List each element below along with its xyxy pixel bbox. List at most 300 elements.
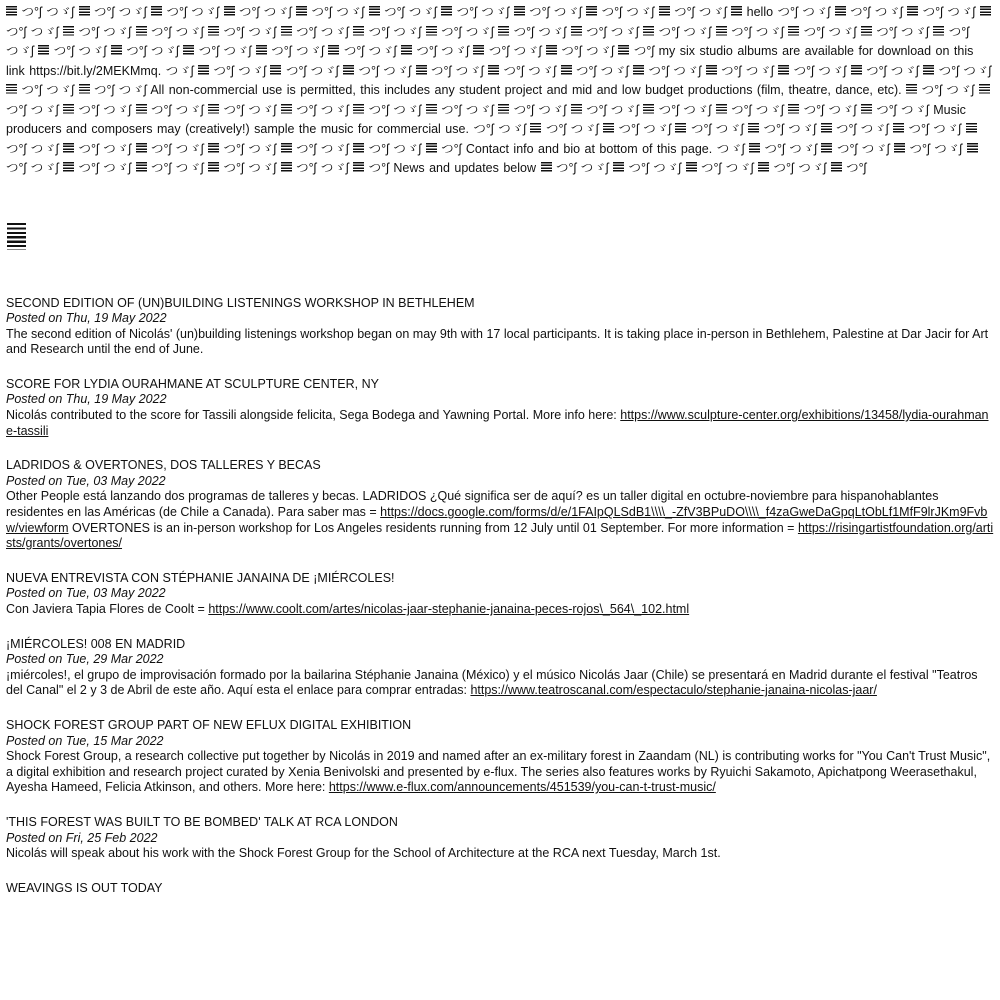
post-body-text: Shock Forest Group, a research collective put together by Nicolás in 2019 and named after an ex-military forest in Zaandam (NL) is contributing works for "You Can't Trust Music", a digital exhibition and research project curated by Xenia Benivolski and presented by e-flux. The series also features works by Ryuichi Sakamoto, Apichatpong Weerasethakul, Ayesha Hameed, Felicia Atkinson, and others. More here: <box>6 749 991 795</box>
post-body <box>6 668 994 699</box>
post-date: Posted on Fri, 25 Feb 2022 <box>6 830 158 845</box>
squiggle-glyph-icon: つ°ʃ <box>529 5 550 19</box>
post-body-text: Nicolás contributed to the score for Tassili alongside felicita, Sega Bodega and Yawning Portal. More info here: <box>6 408 621 423</box>
stripe-glyph-icon <box>343 65 354 76</box>
squiggle-glyph-icon: つ°ʃ <box>922 5 943 19</box>
post-body-text: Con Javiera Tapia Flores de Coolt = <box>6 602 209 616</box>
squiggle-glyph-icon: つ°ʃ <box>545 122 567 136</box>
stripe-glyph-icon <box>198 65 209 76</box>
intro-noncommercial: All non-commercial use is permitted, this includes any student project and mid and low budget productions (film, theatre, dance, etc). <box>150 83 902 97</box>
squiggle-glyph-icon: つ°ʃ <box>556 161 577 175</box>
squiggle-glyph-icon: つ°ʃ <box>658 24 679 39</box>
squiggle-glyph-icon: つ°ʃ <box>938 63 959 78</box>
squiggle-glyph-icon: つゞʃ <box>175 102 204 117</box>
stripe-glyph-icon <box>618 45 629 56</box>
stripe-glyph-icon <box>603 123 614 134</box>
stripe-glyph-icon <box>6 84 17 95</box>
post-date: Posted on Thu, 19 May 2022 <box>6 392 167 407</box>
squiggle-glyph-icon: つゞʃ <box>498 122 526 136</box>
squiggle-glyph-icon: つゞʃ <box>528 63 557 78</box>
news-post <box>6 637 994 699</box>
squiggle-glyph-icon: つゞʃ <box>610 102 639 117</box>
squiggle-glyph-icon: つゞʃ <box>248 102 277 117</box>
stripe-glyph-icon <box>79 6 90 17</box>
squiggle-glyph-icon: つ°ʃ <box>271 44 292 58</box>
squiggle-glyph-icon: つ°ʃ <box>513 24 534 39</box>
stripe-glyph-icon <box>831 162 842 173</box>
squiggle-glyph-icon: つ°ʃ <box>803 102 824 117</box>
squiggle-glyph-icon: つゞʃ <box>553 5 582 19</box>
squiggle-glyph-icon: つゞʃ <box>683 24 712 39</box>
squiggle-glyph-icon: つゞʃ <box>238 63 266 78</box>
squiggle-glyph-icon: つ°ʃ <box>94 83 115 97</box>
squiggle-glyph-icon: つゞʃ <box>586 44 614 58</box>
stripe-glyph-icon <box>686 162 697 173</box>
squiggle-glyph-icon: つゞʃ <box>580 161 609 175</box>
squiggle-glyph-icon: つ°ʃ <box>441 141 462 156</box>
squiggle-glyph-icon: つ°ʃ <box>368 102 389 117</box>
squiggle-glyph-icon: つゞʃ <box>175 161 204 175</box>
stripe-glyph-icon <box>498 26 509 37</box>
squiggle-glyph-icon: つゞʃ <box>223 44 252 58</box>
squiggle-glyph-icon: つゞʃ <box>30 141 59 156</box>
squiggle-glyph-icon: つ°ʃ <box>166 5 187 19</box>
post-title: SCORE FOR LYDIA OURAHMANE AT SCULPTURE CENTER, NY <box>6 376 379 391</box>
stripe-glyph-icon <box>659 6 670 17</box>
squiggle-glyph-icon: つゞʃ <box>798 161 827 175</box>
stripe-glyph-icon <box>256 45 267 56</box>
squiggle-glyph-icon: つゞʃ <box>383 63 412 78</box>
squiggle-glyph-icon: つ°ʃ <box>358 63 379 78</box>
stripe-glyph-icon <box>353 143 364 154</box>
post-date: Posted on Tue, 03 May 2022 <box>6 473 166 488</box>
stripe-glyph-icon <box>861 26 872 37</box>
squiggle-glyph-icon: つゞʃ <box>320 102 349 117</box>
intro-albums: my six studio albums are available for download on this link https://bit.ly/2MEKMmq. <box>6 44 974 78</box>
squiggle-glyph-icon: つゞʃ <box>802 5 831 19</box>
post-title: NUEVA ENTREVISTA CON STÉPHANIE JANAINA DE ¡MIÉRCOLES! <box>6 570 395 585</box>
stripe-glyph-icon <box>183 45 194 56</box>
stripe-glyph-icon <box>546 45 557 56</box>
stripe-glyph-icon <box>748 123 759 134</box>
intro-sample: Music producers and composers may (creatively!) sample the music for commercial use. <box>6 102 966 136</box>
squiggle-glyph-icon: つゞʃ <box>643 122 671 136</box>
squiggle-glyph-icon: つゞʃ <box>30 161 59 175</box>
squiggle-glyph-icon: つ°ʃ <box>601 5 622 19</box>
squiggle-glyph-icon: つ°ʃ <box>618 122 639 136</box>
squiggle-glyph-icon: つ°ʃ <box>586 24 607 39</box>
squiggle-glyph-icon: つ°ʃ <box>576 63 597 78</box>
stripe-glyph-icon <box>473 45 484 56</box>
squiggle-glyph-icon: つゞʃ <box>6 44 34 58</box>
squiggle-glyph-icon: つゞʃ <box>716 141 745 156</box>
squiggle-glyph-icon: つ°ʃ <box>296 24 317 39</box>
squiggle-glyph-icon: つ°ʃ <box>793 63 814 78</box>
squiggle-glyph-icon: つゞʃ <box>393 102 422 117</box>
squiggle-glyph-icon: つゞʃ <box>310 63 339 78</box>
squiggle-glyph-icon: つ°ʃ <box>285 63 307 78</box>
post-link[interactable]: https://docs.google.com/forms/d/e/1FAIpQLSdB1\\\\_-ZfV3BPuDO\\\\_f4zaGweDaGpqLtObLf1MfF9lrJKm9Fvbw/viewform <box>6 505 988 535</box>
stripe-glyph-icon <box>136 143 147 154</box>
squiggle-glyph-icon: つ°ʃ <box>586 102 607 117</box>
squiggle-glyph-icon: つゞʃ <box>118 5 147 19</box>
post-body-text: OVERTONES is an in-person workshop for Los Angeles residents running from 12 July until 01 September. For more information = <box>68 520 798 535</box>
stripe-glyph-icon <box>208 162 219 173</box>
squiggle-glyph-icon: つ°ʃ <box>764 141 785 156</box>
stripe-glyph-icon <box>907 6 918 17</box>
squiggle-glyph-icon: つゞʃ <box>103 161 132 175</box>
squiggle-glyph-icon: つ°ʃ <box>908 122 929 136</box>
squiggle-glyph-icon: つゞʃ <box>626 5 655 19</box>
intro-hello: hello <box>746 5 774 19</box>
post-link[interactable]: https://www.sculpture-center.org/exhibitions/13458/lydia-ourahmane-tassili <box>6 408 989 438</box>
squiggle-glyph-icon: つ°ʃ <box>151 141 172 156</box>
squiggle-glyph-icon: つゞʃ <box>30 24 59 39</box>
squiggle-glyph-icon: つ°ʃ <box>441 102 462 117</box>
squiggle-glyph-icon: つゞʃ <box>610 24 639 39</box>
stripe-glyph-icon <box>296 6 307 17</box>
squiggle-glyph-icon: つ°ʃ <box>921 83 942 97</box>
stripe-glyph-icon <box>426 26 437 37</box>
squiggle-glyph-icon: つゞʃ <box>755 24 784 39</box>
squiggle-glyph-icon: つゞʃ <box>946 83 975 97</box>
squiggle-glyph-icon: つゞʃ <box>465 24 494 39</box>
squiggle-glyph-icon: つゞʃ <box>698 5 727 19</box>
stripe-glyph-icon <box>353 104 364 115</box>
squiggle-glyph-icon: つゞʃ <box>653 161 682 175</box>
stripe-glyph-icon <box>136 26 147 37</box>
squiggle-glyph-icon: つ°ʃ <box>836 122 857 136</box>
squiggle-glyph-icon: つ°ʃ <box>368 24 389 39</box>
stripe-glyph-icon <box>749 143 760 154</box>
stripe-glyph-icon <box>861 104 872 115</box>
squiggle-glyph-icon: つ°ʃ <box>488 44 510 58</box>
squiggle-glyph-icon: つゞʃ <box>296 44 324 58</box>
squiggle-glyph-icon: つ°ʃ <box>368 141 389 156</box>
stripe-glyph-icon <box>136 162 147 173</box>
squiggle-glyph-icon: つゞʃ <box>103 141 132 156</box>
squiggle-glyph-icon: つ°ʃ <box>876 24 897 39</box>
stripe-glyph-icon <box>63 143 74 154</box>
post-title: ¡MIÉRCOLES! 008 EN MADRID <box>6 636 186 651</box>
squiggle-glyph-icon: つゞʃ <box>900 24 929 39</box>
squiggle-glyph-icon: つゞʃ <box>715 122 744 136</box>
squiggle-glyph-icon: つ°ʃ <box>223 102 244 117</box>
post-body <box>6 327 994 358</box>
squiggle-glyph-icon: つ°ʃ <box>633 44 655 58</box>
post-date: Posted on Thu, 19 May 2022 <box>6 311 167 326</box>
squiggle-glyph-icon: つゞʃ <box>538 24 567 39</box>
squiggle-glyph-icon: つ°ʃ <box>21 83 42 97</box>
intro-news: News and updates below <box>393 161 537 175</box>
stripe-glyph-icon <box>353 26 364 37</box>
squiggle-glyph-icon: つ°ʃ <box>21 5 42 19</box>
squiggle-glyph-icon: つ°ʃ <box>773 161 794 175</box>
squiggle-glyph-icon: つ°ʃ <box>803 24 824 39</box>
squiggle-glyph-icon: つ°ʃ <box>850 5 871 19</box>
squiggle-glyph-icon: つゞʃ <box>393 141 422 156</box>
stripe-glyph-icon <box>353 162 364 173</box>
squiggle-glyph-icon: つゞʃ <box>103 24 132 39</box>
stripe-glyph-icon <box>224 6 235 17</box>
squiggle-glyph-icon: つゞʃ <box>745 63 774 78</box>
squiggle-glyph-icon: つ°ʃ <box>78 24 99 39</box>
stripe-glyph-icon <box>151 6 162 17</box>
stripe-glyph-icon <box>933 26 944 37</box>
squiggle-glyph-icon: つ°ʃ <box>763 122 784 136</box>
squiggle-glyph-icon: つゞʃ <box>191 5 220 19</box>
stripe-glyph-icon <box>966 123 977 134</box>
squiggle-glyph-icon: つゞʃ <box>151 44 179 58</box>
squiggle-glyph-icon: つ°ʃ <box>239 5 260 19</box>
squiggle-glyph-icon: つゞʃ <box>725 161 754 175</box>
squiggle-glyph-icon: つゞʃ <box>683 102 712 117</box>
squiggle-glyph-icon: つゞʃ <box>861 141 890 156</box>
stripe-glyph-icon <box>706 65 717 76</box>
squiggle-glyph-icon: つ°ʃ <box>628 161 649 175</box>
stripe-glyph-icon <box>416 65 427 76</box>
post-date: Posted on Tue, 15 Mar 2022 <box>6 733 164 748</box>
squiggle-glyph-icon: つ°ʃ <box>690 122 712 136</box>
stripe-glyph-icon <box>821 143 832 154</box>
squiggle-glyph-icon: つゞʃ <box>828 24 857 39</box>
stripe-glyph-icon <box>281 104 292 115</box>
stripe-glyph-icon <box>488 65 499 76</box>
stripe-glyph-icon <box>675 123 686 134</box>
stripe-glyph-icon <box>835 6 846 17</box>
squiggle-glyph-icon: つ°ʃ <box>561 44 582 58</box>
stripe-glyph-icon <box>613 162 624 173</box>
stripe-glyph-icon <box>716 26 727 37</box>
squiggle-glyph-icon: つ°ʃ <box>456 5 477 19</box>
squiggle-glyph-icon: つゞʃ <box>933 122 962 136</box>
squiggle-glyph-icon: つ°ʃ <box>836 141 858 156</box>
menu-icon[interactable] <box>7 223 26 250</box>
stripe-glyph-icon <box>561 65 572 76</box>
squiggle-glyph-icon: つ°ʃ <box>384 5 405 19</box>
squiggle-glyph-icon: つ°ʃ <box>416 44 437 58</box>
squiggle-glyph-icon: つ°ʃ <box>441 24 462 39</box>
squiggle-glyph-icon: つゞʃ <box>900 102 929 117</box>
squiggle-glyph-icon: つゞʃ <box>408 5 437 19</box>
squiggle-glyph-icon: つゞʃ <box>118 83 147 97</box>
squiggle-glyph-icon: つ°ʃ <box>731 24 752 39</box>
squiggle-glyph-icon: つゞʃ <box>320 161 349 175</box>
squiggle-glyph-icon: つ°ʃ <box>6 102 27 117</box>
squiggle-glyph-icon: つ°ʃ <box>94 5 115 19</box>
news-post <box>6 881 994 897</box>
stripe-glyph-icon <box>923 65 934 76</box>
news-post <box>6 815 994 862</box>
squiggle-glyph-icon: つ°ʃ <box>948 24 969 39</box>
squiggle-glyph-icon: つ°ʃ <box>296 141 317 156</box>
squiggle-glyph-icon: つゞʃ <box>828 102 857 117</box>
stripe-glyph-icon <box>979 84 990 95</box>
post-body <box>6 408 994 439</box>
squiggle-glyph-icon: つゞʃ <box>30 102 59 117</box>
news-post <box>6 296 994 358</box>
post-link[interactable]: https://www.teatroscanal.com/espectaculo/stephanie-janaina-nicolas-jaar/ <box>470 683 877 698</box>
stripe-glyph-icon <box>6 6 17 17</box>
post-body <box>6 846 994 862</box>
squiggle-glyph-icon: つ°ʃ <box>151 102 172 117</box>
stripe-glyph-icon <box>541 162 552 173</box>
news-post <box>6 458 994 552</box>
squiggle-glyph-icon: つ°ʃ <box>876 102 897 117</box>
squiggle-glyph-icon: つゞʃ <box>860 122 889 136</box>
squiggle-glyph-icon: つ°ʃ <box>223 141 244 156</box>
post-title: 'THIS FOREST WAS BUILT TO BE BOMBED' TALK AT RCA LONDON <box>6 814 398 829</box>
squiggle-glyph-icon: つゞʃ <box>673 63 702 78</box>
stripe-glyph-icon <box>643 26 654 37</box>
squiggle-glyph-icon: つゞʃ <box>570 122 599 136</box>
squiggle-glyph-icon: つ°ʃ <box>198 44 220 58</box>
squiggle-glyph-icon: つ°ʃ <box>909 141 930 156</box>
squiggle-glyph-icon: つゞʃ <box>513 44 542 58</box>
squiggle-glyph-icon: つ°ʃ <box>473 122 494 136</box>
stripe-glyph-icon <box>369 6 380 17</box>
post-body-text: The second edition of Nicolás' (un)building listenings workshop began on may 9th with 17 local participants. It is taking place in-person in Bethlehem, Palestine at Dar Jacir for Art and Research until the end of June. <box>6 326 989 357</box>
squiggle-glyph-icon: つゞʃ <box>46 83 75 97</box>
squiggle-glyph-icon: つゞʃ <box>818 63 847 78</box>
squiggle-glyph-icon: つゞʃ <box>175 141 204 156</box>
squiggle-glyph-icon: つゞʃ <box>320 141 349 156</box>
squiggle-glyph-icon: つ°ʃ <box>126 44 147 58</box>
stripe-glyph-icon <box>38 45 49 56</box>
squiggle-glyph-icon: つ°ʃ <box>368 161 389 175</box>
post-body <box>6 602 994 618</box>
stripe-glyph-icon <box>281 143 292 154</box>
squiggle-glyph-icon: つゞʃ <box>755 102 784 117</box>
squiggle-glyph-icon: つ°ʃ <box>846 161 867 175</box>
squiggle-glyph-icon: つゞʃ <box>175 24 204 39</box>
stripe-glyph-icon <box>441 6 452 17</box>
post-body <box>6 489 994 551</box>
stripe-glyph-icon <box>514 6 525 17</box>
squiggle-glyph-icon: つゞʃ <box>320 24 349 39</box>
stripe-glyph-icon <box>788 26 799 37</box>
post-link[interactable]: https://www.coolt.com/artes/nicolas-jaar-stephanie-janaina-peces-rojos\_564\_102.html <box>208 602 690 616</box>
stripe-glyph-icon <box>893 123 904 134</box>
squiggle-glyph-icon: つ°ʃ <box>6 161 27 175</box>
squiggle-glyph-icon: つ°ʃ <box>6 24 27 39</box>
post-body-text: Nicolás will speak about his work with the Shock Forest Group for the School of Architecture at the RCA next Tuesday, March 1st. <box>6 846 721 861</box>
stripe-glyph-icon <box>571 104 582 115</box>
post-body-text: ¡miércoles!, el grupo de improvisación formado por la bailarina Stéphanie Janaina (México) y el músico Nicolás Jaar (Chile) se presentará en Madrid durante el festival "Teatros del Canal" el 2 y 3 de Abril de este año. Aquí esta el enlace para comprar entradas: <box>6 667 978 698</box>
squiggle-glyph-icon: つ°ʃ <box>513 102 534 117</box>
squiggle-glyph-icon: つゞʃ <box>78 44 107 58</box>
squiggle-glyph-icon: つ°ʃ <box>53 44 75 58</box>
squiggle-glyph-icon: つ°ʃ <box>648 63 669 78</box>
squiggle-glyph-icon: つゞʃ <box>368 44 397 58</box>
squiggle-glyph-icon: つ°ʃ <box>343 44 365 58</box>
squiggle-glyph-icon: つ°ʃ <box>721 63 742 78</box>
squiggle-glyph-icon: つ°ʃ <box>6 141 27 156</box>
stripe-glyph-icon <box>980 6 991 17</box>
squiggle-glyph-icon: つ°ʃ <box>296 102 317 117</box>
symbol-banner <box>0 0 1000 179</box>
squiggle-glyph-icon: つ°ʃ <box>658 102 679 117</box>
stripe-glyph-icon <box>63 104 74 115</box>
stripe-glyph-icon <box>851 65 862 76</box>
post-link[interactable]: https://risingartistfoundation.org/artists/grants/overtones/ <box>6 520 994 551</box>
stripe-glyph-icon <box>778 65 789 76</box>
squiggle-glyph-icon: つゞʃ <box>263 5 292 19</box>
stripe-glyph-icon <box>758 162 769 173</box>
squiggle-glyph-icon: つゞʃ <box>465 102 494 117</box>
squiggle-glyph-icon: つゞʃ <box>538 102 567 117</box>
squiggle-glyph-icon: つ°ʃ <box>78 161 99 175</box>
squiggle-glyph-icon: つ°ʃ <box>78 102 99 117</box>
squiggle-glyph-icon: つゞʃ <box>103 102 132 117</box>
squiggle-glyph-icon: つゞʃ <box>248 24 277 39</box>
squiggle-glyph-icon: つゞʃ <box>789 141 817 156</box>
stripe-glyph-icon <box>63 162 74 173</box>
squiggle-glyph-icon: つゞʃ <box>874 5 903 19</box>
post-body <box>6 749 994 796</box>
intro-contact: Contact info and bio at bottom of this page. <box>465 141 713 156</box>
squiggle-glyph-icon: つ°ʃ <box>296 161 317 175</box>
squiggle-glyph-icon: つゞʃ <box>947 5 976 19</box>
news-post <box>6 718 994 796</box>
squiggle-glyph-icon: つゞʃ <box>248 161 277 175</box>
stripe-glyph-icon <box>63 26 74 37</box>
squiggle-glyph-icon: つゞʃ <box>455 63 484 78</box>
post-date: Posted on Tue, 29 Mar 2022 <box>6 652 164 667</box>
stripe-glyph-icon <box>401 45 412 56</box>
stripe-glyph-icon <box>270 65 281 76</box>
squiggle-glyph-icon: つゞʃ <box>963 63 992 78</box>
squiggle-glyph-icon: つゞʃ <box>934 141 963 156</box>
stripe-glyph-icon <box>208 26 219 37</box>
squiggle-glyph-icon: つ°ʃ <box>503 63 524 78</box>
squiggle-glyph-icon: つ°ʃ <box>311 5 332 19</box>
stripe-glyph-icon <box>643 104 654 115</box>
stripe-glyph-icon <box>894 143 905 154</box>
stripe-glyph-icon <box>426 104 437 115</box>
stripe-glyph-icon <box>328 45 339 56</box>
post-body-text: Other People está lanzando dos programas de talleres y becas. LADRIDOS ¿Qué significa ser de aquí? es un taller digital en octubre-noviembre para hispanohablantes residentes en las Américas (de Chile a Canada). Para saber mas = <box>6 489 939 520</box>
stripe-glyph-icon <box>79 84 90 95</box>
stripe-glyph-icon <box>788 104 799 115</box>
post-title: LADRIDOS & OVERTONES, DOS TALLERES Y BECAS <box>6 458 321 473</box>
stripe-glyph-icon <box>967 143 978 154</box>
news-feed <box>0 296 1000 897</box>
stripe-glyph-icon <box>498 104 509 115</box>
squiggle-glyph-icon: つゞʃ <box>165 63 194 78</box>
squiggle-glyph-icon: つ°ʃ <box>701 161 722 175</box>
stripe-glyph-icon <box>530 123 541 134</box>
stripe-glyph-icon <box>731 6 742 17</box>
squiggle-glyph-icon: つゞʃ <box>481 5 510 19</box>
stripe-glyph-icon <box>281 26 292 37</box>
stripe-glyph-icon <box>281 162 292 173</box>
post-link[interactable]: https://www.e-flux.com/announcements/451539/you-can-t-trust-music/ <box>328 780 716 795</box>
stripe-glyph-icon <box>906 84 917 95</box>
stripe-glyph-icon <box>208 143 219 154</box>
squiggle-glyph-icon: つゞʃ <box>46 5 75 19</box>
stripe-glyph-icon <box>426 143 437 154</box>
squiggle-glyph-icon: つ°ʃ <box>223 161 244 175</box>
stripe-glyph-icon <box>716 104 727 115</box>
post-date: Posted on Tue, 03 May 2022 <box>6 586 166 601</box>
post-title: WEAVINGS IS OUT TODAY <box>6 880 163 895</box>
squiggle-glyph-icon: つゞʃ <box>336 5 365 19</box>
stripe-glyph-icon <box>111 45 122 56</box>
stripe-glyph-icon <box>208 104 219 115</box>
squiggle-glyph-icon: つゞʃ <box>890 63 919 78</box>
squiggle-glyph-icon: つゞʃ <box>600 63 629 78</box>
